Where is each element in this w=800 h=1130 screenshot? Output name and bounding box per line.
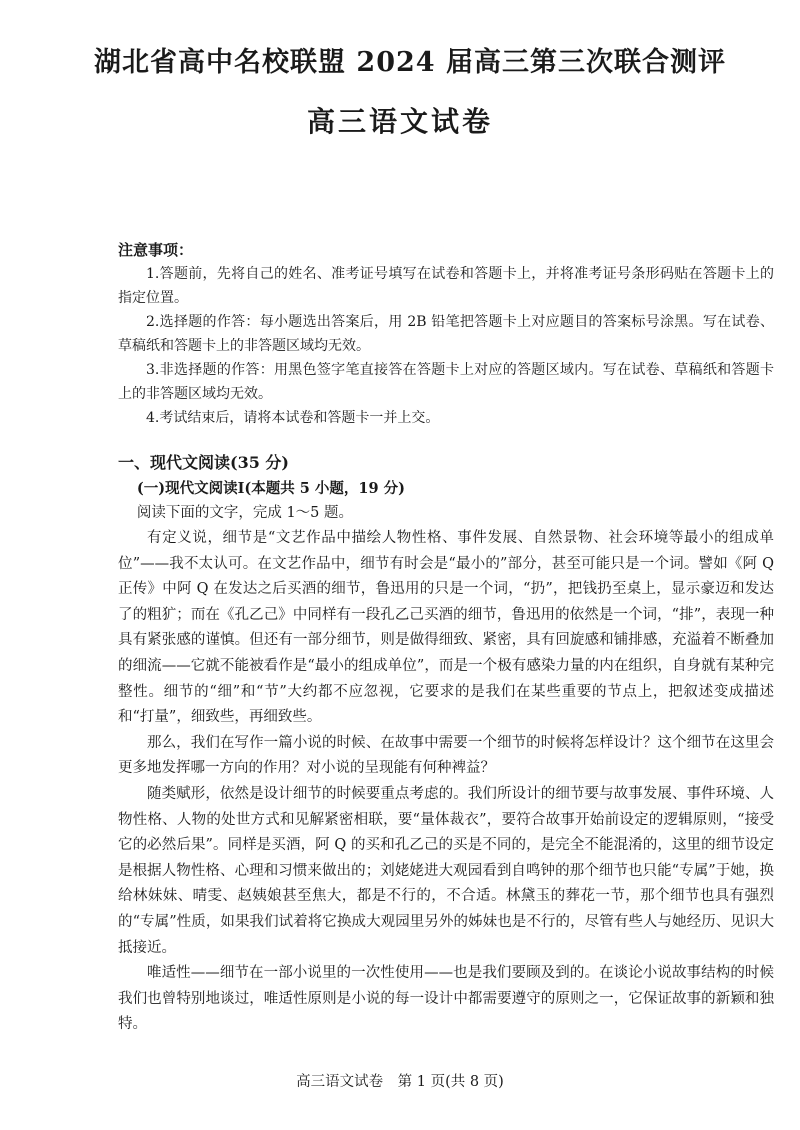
notice-item: 4.考试结束后，请将本试卷和答题卡一并上交。 xyxy=(146,410,440,426)
notice-heading: 注意事项： xyxy=(118,241,194,259)
passage-paragraph: 唯适性——细节在一部小说里的一次性使用——也是我们要顾及到的。在谈论小说故事结构的时候我们也曾特别地谈过，唯适性原则是小说的每一设计中都需要遵守的原则之一，它保证故事的新颖和独特。 xyxy=(118,965,774,1033)
section-title: 一、现代文阅读(35 分) xyxy=(118,453,289,472)
reading-section xyxy=(118,450,774,1038)
page-footer: 高三语文试卷 第 1 页(共 8 页) xyxy=(296,1074,504,1090)
notice-item: 1.答题前，先将自己的姓名、准考证号填写在试卷和答题卡上，并将准考证号条形码贴在答题卡上的指定位置。 xyxy=(118,266,774,306)
passage-paragraph: 有定义说，细节是“文艺作品中描绘人物性格、事件发展、自然景物、社会环境等最小的组成单位”——我不太认可。在文艺作品中，细节有时会是“最小的”部分，甚至可能只是一个词。譬如《阿 Q 正传》中阿 Q 在发达之后买酒的细节，鲁迅用的只是一个词，“扔”，把钱扔至桌上，显示豪迈和发达了的粗犷；而在《孔乙己》中同样有一段孔乙己买酒的细节，鲁迅用的依然是一个词，“排”，表现一种具有紧张感的谨慎。但还有一部分细节，则是做得细致、紧密，具有回旋感和铺排感，充溢着不断叠加的细流——它就不能被看作是“最小的组成单位”，而是一个极有感染力量的内在组织，自身就有某种完整性。细节的“细”和“节”大约都不应忽视，它要求的是我们在某些重要的节点上，把叙述变成描述和“打量”，细致些，再细致些。 xyxy=(118,530,774,726)
notice-item: 3.非选择题的作答：用黑色签字笔直接答在答题卡上对应的答题区域内。写在试卷、草稿纸和答题卡上的非答题区域均无效。 xyxy=(118,362,774,402)
notice-item: 2.选择题的作答：每小题选出答案后，用 2B 铅笔把答题卡上对应题目的答案标号涂黑。写在试卷、草稿纸和答题卡上的非答题区域均无效。 xyxy=(118,314,774,354)
notice-block xyxy=(118,238,774,430)
reading-passage xyxy=(118,526,774,1038)
exam-subject-title: 高三语文试卷 xyxy=(306,105,493,138)
exam-main-title: 湖北省高中名校联盟 2024 届高三第三次联合测评 xyxy=(94,47,726,78)
passage-paragraph: 那么，我们在写作一篇小说的时候、在故事中需要一个细节的时候将怎样设计？这个细节在这里会更多地发挥哪一方向的作用？对小说的呈现能有何种裨益？ xyxy=(118,734,774,777)
subsection-title: (一)现代文阅读Ⅰ(本题共 5 小题，19 分) xyxy=(136,480,405,497)
reading-instruction: 阅读下面的文字，完成 1～5 题。 xyxy=(136,505,354,521)
passage-paragraph: 随类赋形，依然是设计细节的时候要重点考虑的。我们所设计的细节要与故事发展、事件环境、人物性格、人物的处世方式和见解紧密相联，要“量体裁衣”，要符合故事开始前设定的逻辑原则，“接受它的必然后果”。同样是买酒，阿 Q 的买和孔乙己的买是不同的，是完全不能混淆的，这里的细节设定是根据人物性格、心理和习惯来做出的；刘姥姥进大观园看到自鸣钟的那个细节也只能“专属”于她，换给林妹妹、晴雯、赵姨娘甚至焦大，都是不行的，不合适。林黛玉的葬花一节，那个细节也具有强烈的“专属”性质，如果我们试着将它换成大观园里另外的姊妹也是不行的，尽管有些人与她经历、见识大抵接近。 xyxy=(118,785,774,956)
